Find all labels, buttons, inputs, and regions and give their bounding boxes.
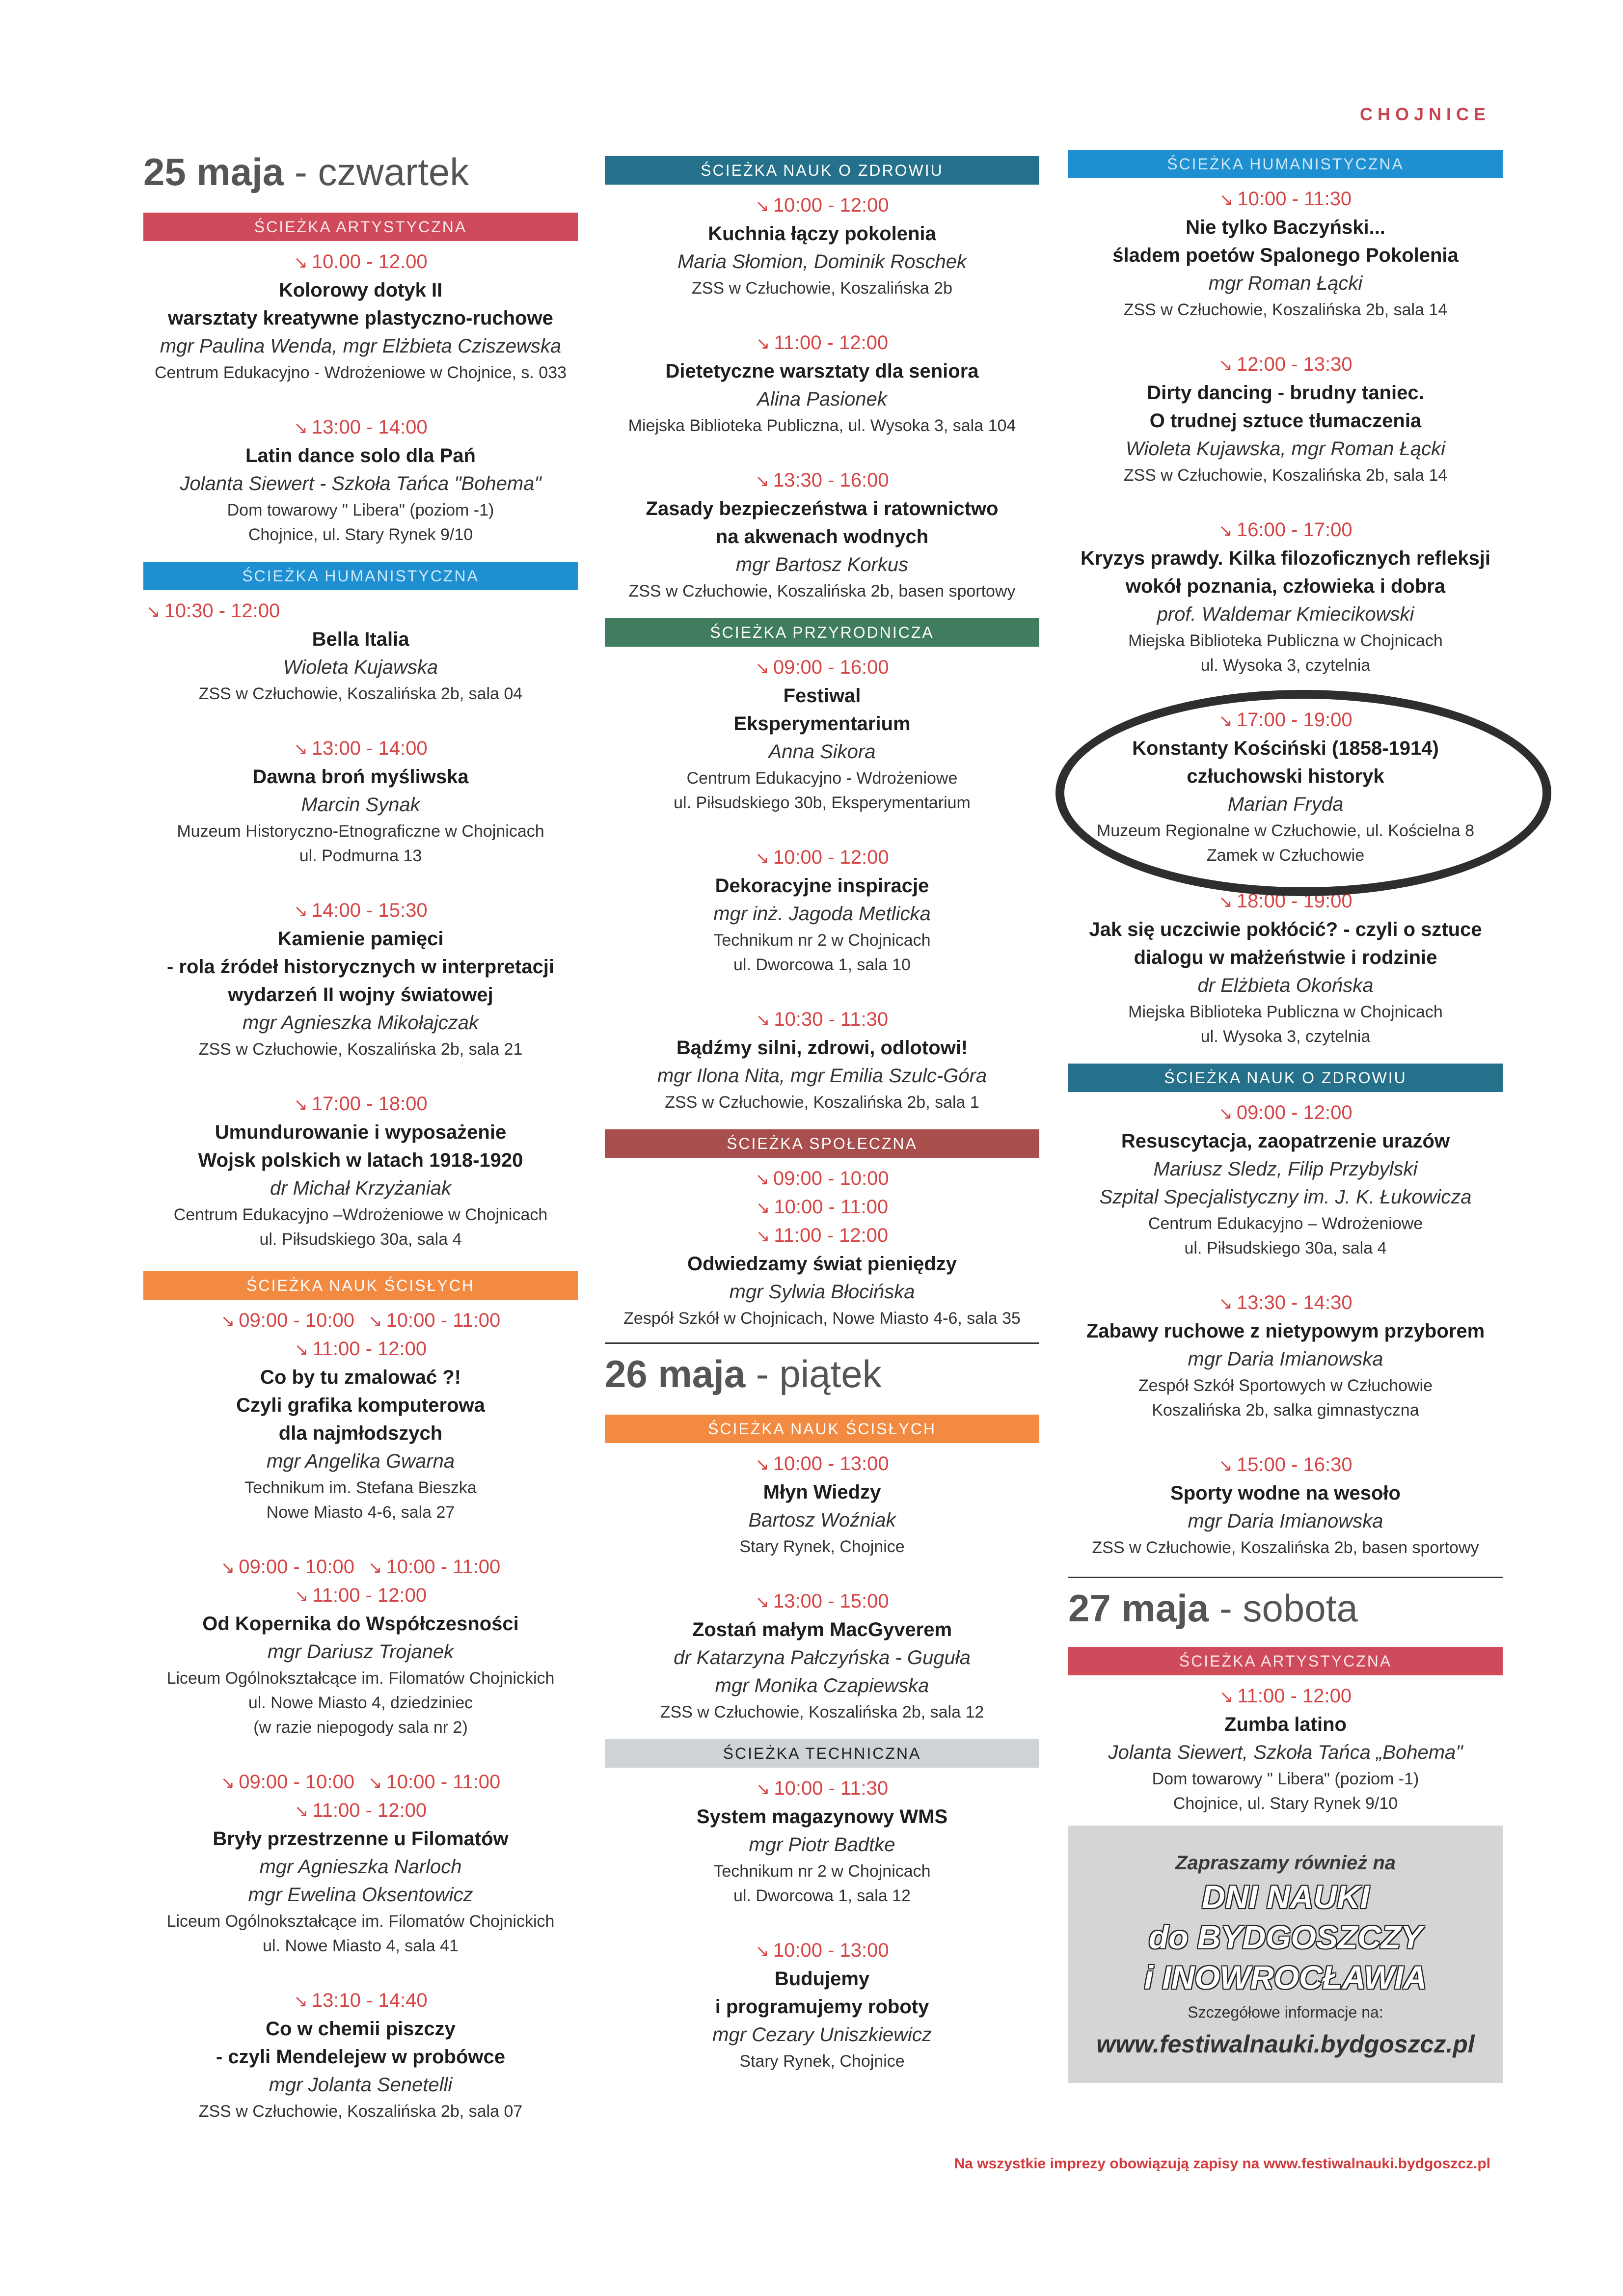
event-title: System magazynowy WMS xyxy=(696,1806,948,1828)
event-author: mgr Angelika Gwarna xyxy=(266,1450,455,1472)
event-title: Jak się uczciwie pokłócić? - czyli o sztuce xyxy=(1089,919,1482,940)
event-venue: ZSS w Człuchowie, Koszalińska 2b, sala 21 xyxy=(198,1040,523,1059)
event-title: wydarzeń II wojny światowej xyxy=(228,984,493,1006)
event-author: mgr Monika Czapiewska xyxy=(715,1675,929,1696)
promo-intro: Zapraszamy również na xyxy=(1175,1852,1396,1874)
event-time: ↘ 12:00 - 13:30 xyxy=(1218,354,1352,375)
event-author: mgr Cezary Uniszkiewicz xyxy=(712,2024,932,2046)
event-venue: Koszalińska 2b, salka gimnastyczna xyxy=(1152,1401,1419,1420)
event-title: śladem poetów Spalonego Pokolenia xyxy=(1112,245,1459,266)
event-venue: ul. Wysoka 3, czytelnia xyxy=(1200,656,1371,675)
event-time: ↘ 10:00 - 11:30 xyxy=(756,1777,889,1799)
event-venue: Muzeum Historyczno-Etnograficzne w Chojnicach xyxy=(177,822,544,841)
event xyxy=(143,1553,578,1740)
event-title: Co by tu zmalować ?! xyxy=(260,1367,461,1388)
event-venue: ul. Podmurna 13 xyxy=(299,847,422,865)
event-venue: Zamek w Człuchowie xyxy=(1206,846,1365,865)
event-time: ↘ 11:00 - 12:00 xyxy=(756,332,889,354)
event-venue: Stary Rynek, Chojnice xyxy=(739,1537,905,1556)
event-venue: Centrum Edukacyjno –Wdrożeniowe w Chojnicach xyxy=(173,1205,548,1224)
event-title: - rola źródeł historycznych w interpretacji xyxy=(166,956,555,978)
event-venue: ZSS w Człuchowie, Koszalińska 2b, sala 1 xyxy=(665,1093,979,1112)
track-header: ŚCIEŻKA NAUK ŚCISŁYCH xyxy=(605,1415,1039,1443)
event-time: ↘ 13:30 - 14:30 xyxy=(1218,1292,1352,1313)
event-venue: Centrum Edukacyjno - Wdrożeniowe xyxy=(686,769,958,788)
day-date: 26 maja xyxy=(605,1352,746,1395)
event-author: mgr Agnieszka Narloch xyxy=(259,1856,462,1878)
event xyxy=(605,1006,1039,1115)
event-title: człuchowski historyk xyxy=(1187,765,1384,787)
event-title: Umundurowanie i wyposażenie xyxy=(215,1121,507,1143)
event-author: Marian Fryda xyxy=(1227,793,1344,815)
event-venue: Dom towarowy " Libera" (poziom -1) xyxy=(1152,1770,1419,1788)
event-time: ↘ 10:00 - 13:00 xyxy=(755,1453,889,1475)
event-title: i programujemy roboty xyxy=(715,1996,929,2018)
promo-box xyxy=(1068,1826,1503,2083)
event xyxy=(143,1768,578,1958)
event-title: Konstanty Kościński (1858-1914) xyxy=(1132,738,1439,759)
event-title: Sporty wodne na wesoło xyxy=(1170,1482,1401,1504)
event xyxy=(605,844,1039,977)
event-title: - czyli Mendelejew w probówce xyxy=(216,2046,506,2068)
event xyxy=(143,413,578,547)
event xyxy=(605,1937,1039,2074)
event xyxy=(143,897,578,1062)
event xyxy=(143,1987,578,2124)
event-title: Zumba latino xyxy=(1224,1714,1347,1735)
event-time: ↘ 11:00 - 12:00 xyxy=(294,1800,427,1821)
event-title: Czyli grafika komputerowa xyxy=(236,1394,485,1416)
event-venue: Zespół Szkół w Chojnicach, Nowe Miasto 4-6, sala 35 xyxy=(623,1309,1021,1328)
event xyxy=(143,597,578,706)
track-header: ŚCIEŻKA NAUK ŚCISŁYCH xyxy=(143,1271,578,1300)
divider xyxy=(1068,1577,1503,1578)
event-time: ↘ 13:00 - 14:00 xyxy=(294,738,428,759)
event-venue: ul. Dworcowa 1, sala 12 xyxy=(733,1886,911,1905)
event-time: ↘ 13:00 - 15:00 xyxy=(755,1590,889,1612)
city-label: CHOJNICE xyxy=(1359,104,1490,124)
event-title: Dietetyczne warsztaty dla seniora xyxy=(665,360,979,382)
event-time: ↘ 09:00 - 12:00 xyxy=(1218,1102,1352,1123)
promo-headline: DNI NAUKI xyxy=(1202,1879,1369,1915)
event-author: Wioleta Kujawska, mgr Roman Łącki xyxy=(1126,438,1445,460)
day-weekday: - sobota xyxy=(1219,1586,1358,1630)
event-time: ↘ 09:00 - 10:00 xyxy=(755,1168,889,1189)
event-time: ↘ 11:00 - 12:00 xyxy=(1219,1685,1352,1707)
event-title: Eksperymentarium xyxy=(733,713,911,735)
promo-url-link[interactable]: www.festiwalnauki.bydgoszcz.pl xyxy=(1096,2030,1475,2058)
event xyxy=(1068,1289,1503,1422)
event-author: mgr Jolanta Senetelli xyxy=(269,2074,453,2096)
promo-details-label: Szczegółowe informacje na: xyxy=(1188,2003,1383,2021)
track-header: ŚCIEŻKA HUMANISTYCZNA xyxy=(143,562,578,590)
event-time: ↘ 10:00 - 11:30 xyxy=(1219,188,1352,210)
event-author: mgr Piotr Badtke xyxy=(749,1834,895,1856)
event-venue: Nowe Miasto 4-6, sala 27 xyxy=(266,1503,455,1522)
event-time: ↘ 11:00 - 12:00 xyxy=(756,1225,889,1246)
event-title: Resuscytacja, zaopatrzenie urazów xyxy=(1121,1130,1450,1152)
event xyxy=(1068,1451,1503,1560)
event-title: Młyn Wiedzy xyxy=(763,1481,881,1503)
day-heading xyxy=(143,145,578,199)
event-title: O trudnej sztuce tłumaczenia xyxy=(1149,410,1422,432)
event-title: Zostań małym MacGyverem xyxy=(692,1619,952,1640)
event-author: dr Michał Krzyżaniak xyxy=(270,1177,451,1199)
event-venue: Chojnice, ul. Stary Rynek 9/10 xyxy=(1173,1794,1398,1813)
event-venue: ul. Nowe Miasto 4, dziedziniec xyxy=(248,1694,473,1712)
column-3 xyxy=(1068,150,1503,2083)
day-heading xyxy=(1068,1581,1503,1635)
event-venue: ZSS w Człuchowie, Koszalińska 2b, sala 12 xyxy=(660,1703,984,1722)
event-time: ↘ 16:00 - 17:00 xyxy=(1218,519,1352,541)
event xyxy=(605,1450,1039,1559)
event-time: ↘ 17:00 - 18:00 xyxy=(294,1093,428,1115)
event-venue: ZSS w Człuchowie, Koszalińska 2b, sala 14 xyxy=(1123,301,1448,319)
event xyxy=(1068,185,1503,322)
event-title: dla najmłodszych xyxy=(278,1422,443,1444)
day-weekday: - piątek xyxy=(756,1352,882,1395)
event xyxy=(1068,887,1503,1049)
event-title: Kuchnia łączy pokolenia xyxy=(708,223,936,245)
event-venue: Centrum Edukacyjno – Wdrożeniowe xyxy=(1148,1214,1423,1233)
event-title: Kolorowy dotyk II xyxy=(278,279,443,301)
event-venue: ZSS w Człuchowie, Koszalińska 2b, sala 07 xyxy=(198,2102,523,2121)
event-author: prof. Waldemar Kmiecikowski xyxy=(1157,603,1414,625)
event-venue: Muzeum Regionalne w Człuchowie, ul. Kościelna 8 xyxy=(1096,821,1475,840)
event-title: Dawna broń myśliwska xyxy=(252,766,469,788)
event xyxy=(605,1587,1039,1724)
event-author: mgr Dariusz Trojanek xyxy=(267,1641,454,1663)
event-title: Latin dance solo dla Pań xyxy=(245,445,476,466)
track-header: ŚCIEŻKA NAUK O ZDROWIU xyxy=(605,156,1039,185)
event-title: Nie tylko Baczyński... xyxy=(1186,217,1385,238)
event xyxy=(143,735,578,868)
event-venue: Dom towarowy " Libera" (poziom -1) xyxy=(227,501,494,519)
event xyxy=(605,329,1039,438)
track-header: ŚCIEŻKA ARTYSTYCZNA xyxy=(143,213,578,241)
promo-headline: do BYDGOSZCZY xyxy=(1148,1919,1423,1955)
event-venue: ZSS w Człuchowie, Koszalińska 2b, sala 14 xyxy=(1123,466,1448,485)
event-title: Kryzys prawdy. Kilka filozoficznych refleksji xyxy=(1080,547,1491,569)
event-author: Szpital Specjalistyczny im. J. K. Łukowicza xyxy=(1099,1186,1472,1208)
event-time: ↘ 10:30 - 12:00 xyxy=(146,600,280,622)
event-time: ↘ 13:00 - 14:00 xyxy=(294,416,428,438)
event xyxy=(605,1165,1039,1331)
event-author: dr Elżbieta Okońska xyxy=(1197,975,1374,996)
event-title: Wojsk polskich w latach 1918-1920 xyxy=(198,1149,523,1171)
event-title: Zasady bezpieczeństwa i ratownictwo xyxy=(646,498,999,519)
event-title: warsztaty kreatywne plastyczno-ruchowe xyxy=(168,307,553,329)
event-author: Jolanta Siewert - Szkoła Tańca "Bohema" xyxy=(180,473,541,494)
event-venue: ul. Piłsudskiego 30b, Eksperymentarium xyxy=(674,793,971,812)
promo-headline: i INOWROCŁAWIA xyxy=(1144,1959,1427,1995)
event-time: ↘ 10.00 - 12.00 xyxy=(294,251,428,273)
track-header: ŚCIEŻKA ARTYSTYCZNA xyxy=(1068,1647,1503,1675)
event-venue: ZSS w Człuchowie, Koszalińska 2b xyxy=(691,279,952,298)
event-venue: Technikum nr 2 w Chojnicach xyxy=(713,1862,931,1881)
event-time: ↘ 09:00 - 10:00 ↘ 10:00 - 11:00 xyxy=(220,1771,501,1793)
event-venue: Zespół Szkół Sportowych w Człuchowie xyxy=(1138,1376,1433,1395)
column-2 xyxy=(605,156,1039,2102)
day-date: 27 maja xyxy=(1068,1586,1209,1630)
event-author: mgr Bartosz Korkus xyxy=(735,554,909,575)
event-venue: Chojnice, ul. Stary Rynek 9/10 xyxy=(248,525,473,544)
event-venue: ul. Dworcowa 1, sala 10 xyxy=(733,956,911,974)
event-title: Zabawy ruchowe z nietypowym przyborem xyxy=(1086,1320,1485,1342)
event-time: ↘ 09:00 - 10:00 ↘ 10:00 - 11:00 xyxy=(220,1556,501,1578)
event-author: mgr Ewelina Oksentowicz xyxy=(248,1884,473,1906)
event-venue: ul. Nowe Miasto 4, sala 41 xyxy=(263,1937,459,1955)
event-venue: ul. Wysoka 3, czytelnia xyxy=(1200,1027,1371,1046)
event-author: Alina Pasionek xyxy=(757,388,887,410)
event-author: Jolanta Siewert, Szkoła Tańca „Bohema" xyxy=(1108,1742,1463,1763)
event-venue: (w razie niepogody sala nr 2) xyxy=(253,1718,468,1737)
event-time: ↘ 15:00 - 16:30 xyxy=(1218,1454,1352,1476)
event-author: mgr Paulina Wenda, mgr Elżbieta Cziszewska xyxy=(160,335,562,357)
event-venue: ZSS w Człuchowie, Koszalińska 2b, sala 04 xyxy=(198,684,523,703)
event-venue: ul. Piłsudskiego 30a, sala 4 xyxy=(259,1230,462,1249)
event xyxy=(605,466,1039,603)
event-author: mgr Daria Imianowska xyxy=(1188,1348,1383,1370)
event xyxy=(1068,1099,1503,1260)
event-venue: Technikum im. Stefana Bieszka xyxy=(244,1478,477,1497)
event-author: mgr Sylwia Błocińska xyxy=(729,1281,915,1303)
event-title: Bryły przestrzenne u Filomatów xyxy=(213,1828,509,1850)
event-time: ↘ 13:10 - 14:40 xyxy=(294,1990,428,2011)
event-author: mgr Ilona Nita, mgr Emilia Szulc-Góra xyxy=(657,1065,987,1087)
event-title: Odwiedzamy świat pieniędzy xyxy=(687,1253,957,1275)
column-1 xyxy=(143,145,578,2152)
event-title: Budujemy xyxy=(774,1968,870,1990)
event-venue: Technikum nr 2 w Chojnicach xyxy=(713,931,931,950)
event-time: ↘ 10:30 - 11:30 xyxy=(756,1009,889,1030)
event xyxy=(143,1307,578,1525)
event xyxy=(1068,351,1503,488)
event-author: Anna Sikora xyxy=(768,741,876,763)
event xyxy=(143,248,578,385)
footer-note: Na wszystkie imprezy obowiązują zapisy na www.festiwalnauki.bydgoszcz.pl xyxy=(954,2156,1490,2172)
track-header: ŚCIEŻKA PRZYRODNICZA xyxy=(605,618,1039,647)
track-header: ŚCIEŻKA HUMANISTYCZNA xyxy=(1068,150,1503,178)
event-venue: Miejska Biblioteka Publiczna w Chojnicach xyxy=(1128,631,1443,650)
event-time: ↘ 18:00 - 19:00 xyxy=(1218,890,1352,912)
event-venue: Liceum Ogólnokształcące im. Filomatów Chojnickich xyxy=(166,1912,555,1931)
event xyxy=(1068,516,1503,678)
event-author: mgr Agnieszka Mikołajczak xyxy=(243,1012,479,1034)
event-venue: Miejska Biblioteka Publiczna, ul. Wysoka 3, sala 104 xyxy=(628,416,1016,435)
track-header: ŚCIEŻKA NAUK O ZDROWIU xyxy=(1068,1064,1503,1092)
event xyxy=(143,1090,578,1252)
event-title: Dirty dancing - brudny taniec. xyxy=(1147,382,1424,404)
event-time: ↘ 09:00 - 10:00 ↘ 10:00 - 11:00 xyxy=(220,1310,501,1331)
event-time: ↘ 13:30 - 16:00 xyxy=(755,469,889,491)
event xyxy=(605,191,1039,301)
event-author: mgr Roman Łącki xyxy=(1208,273,1363,294)
hand-drawn-circle-mark xyxy=(1055,690,1551,896)
event-time: ↘ 11:00 - 12:00 xyxy=(294,1585,427,1606)
event-venue: Liceum Ogólnokształcące im. Filomatów Chojnickich xyxy=(166,1669,555,1688)
event-title: Bądźmy silni, zdrowi, odlotowi! xyxy=(676,1037,968,1059)
event-time: ↘ 10:00 - 12:00 xyxy=(755,194,889,216)
event-author: Maria Słomion, Dominik Roschek xyxy=(677,251,967,273)
track-header: ŚCIEŻKA SPOŁECZNA xyxy=(605,1129,1039,1158)
event-title: Bella Italia xyxy=(312,629,409,650)
event-title: Kamienie pamięci xyxy=(277,928,444,950)
divider xyxy=(605,1342,1039,1344)
event-author: Mariusz Sledz, Filip Przybylski xyxy=(1153,1158,1418,1180)
event-time: ↘ 17:00 - 19:00 xyxy=(1218,709,1352,731)
event-author: dr Katarzyna Pałczyńska - Guguła xyxy=(674,1647,971,1668)
event-time: ↘ 10:00 - 12:00 xyxy=(755,847,889,868)
event-venue: ZSS w Człuchowie, Koszalińska 2b, basen sportowy xyxy=(1092,1538,1479,1557)
day-weekday: - czwartek xyxy=(294,150,469,193)
event-author: Marcin Synak xyxy=(301,794,420,816)
event-author: mgr inż. Jagoda Metlicka xyxy=(713,903,931,925)
event-venue: Centrum Edukacyjno - Wdrożeniowe w Chojnice, s. 033 xyxy=(154,363,567,382)
event xyxy=(605,654,1039,815)
event-venue: Stary Rynek, Chojnice xyxy=(739,2052,905,2071)
event xyxy=(605,1775,1039,1908)
day-date: 25 maja xyxy=(143,150,284,193)
event-time: ↘ 10:00 - 13:00 xyxy=(755,1940,889,1961)
event-time: ↘ 09:00 - 16:00 xyxy=(755,656,889,678)
event-title: Od Kopernika do Współczesności xyxy=(202,1613,519,1635)
day-heading xyxy=(605,1347,1039,1401)
event-title: Co w chemii piszczy xyxy=(266,2018,456,2040)
event-time: ↘ 11:00 - 12:00 xyxy=(294,1338,427,1360)
event xyxy=(1068,1682,1503,1816)
event-author: mgr Daria Imianowska xyxy=(1188,1510,1383,1532)
track-header: ŚCIEŻKA TECHNICZNA xyxy=(605,1739,1039,1768)
event-venue: ZSS w Człuchowie, Koszalińska 2b, basen sportowy xyxy=(628,582,1016,601)
event-title: Dekoracyjne inspiracje xyxy=(715,875,929,897)
event-title: na akwenach wodnych xyxy=(715,526,929,547)
event-venue: Miejska Biblioteka Publiczna w Chojnicach xyxy=(1128,1003,1443,1021)
event-author: Bartosz Woźniak xyxy=(748,1509,896,1531)
event-title: Festiwal xyxy=(783,685,861,707)
event-time: ↘ 10:00 - 11:00 xyxy=(756,1196,889,1218)
event-title: dialogu w małżeństwie i rodzinie xyxy=(1134,947,1437,968)
event-author: Wioleta Kujawska xyxy=(283,656,438,678)
event-time: ↘ 14:00 - 15:30 xyxy=(294,900,428,921)
event-venue: ul. Piłsudskiego 30a, sala 4 xyxy=(1184,1239,1387,1257)
event-title: wokół poznania, człowieka i dobra xyxy=(1125,575,1446,597)
